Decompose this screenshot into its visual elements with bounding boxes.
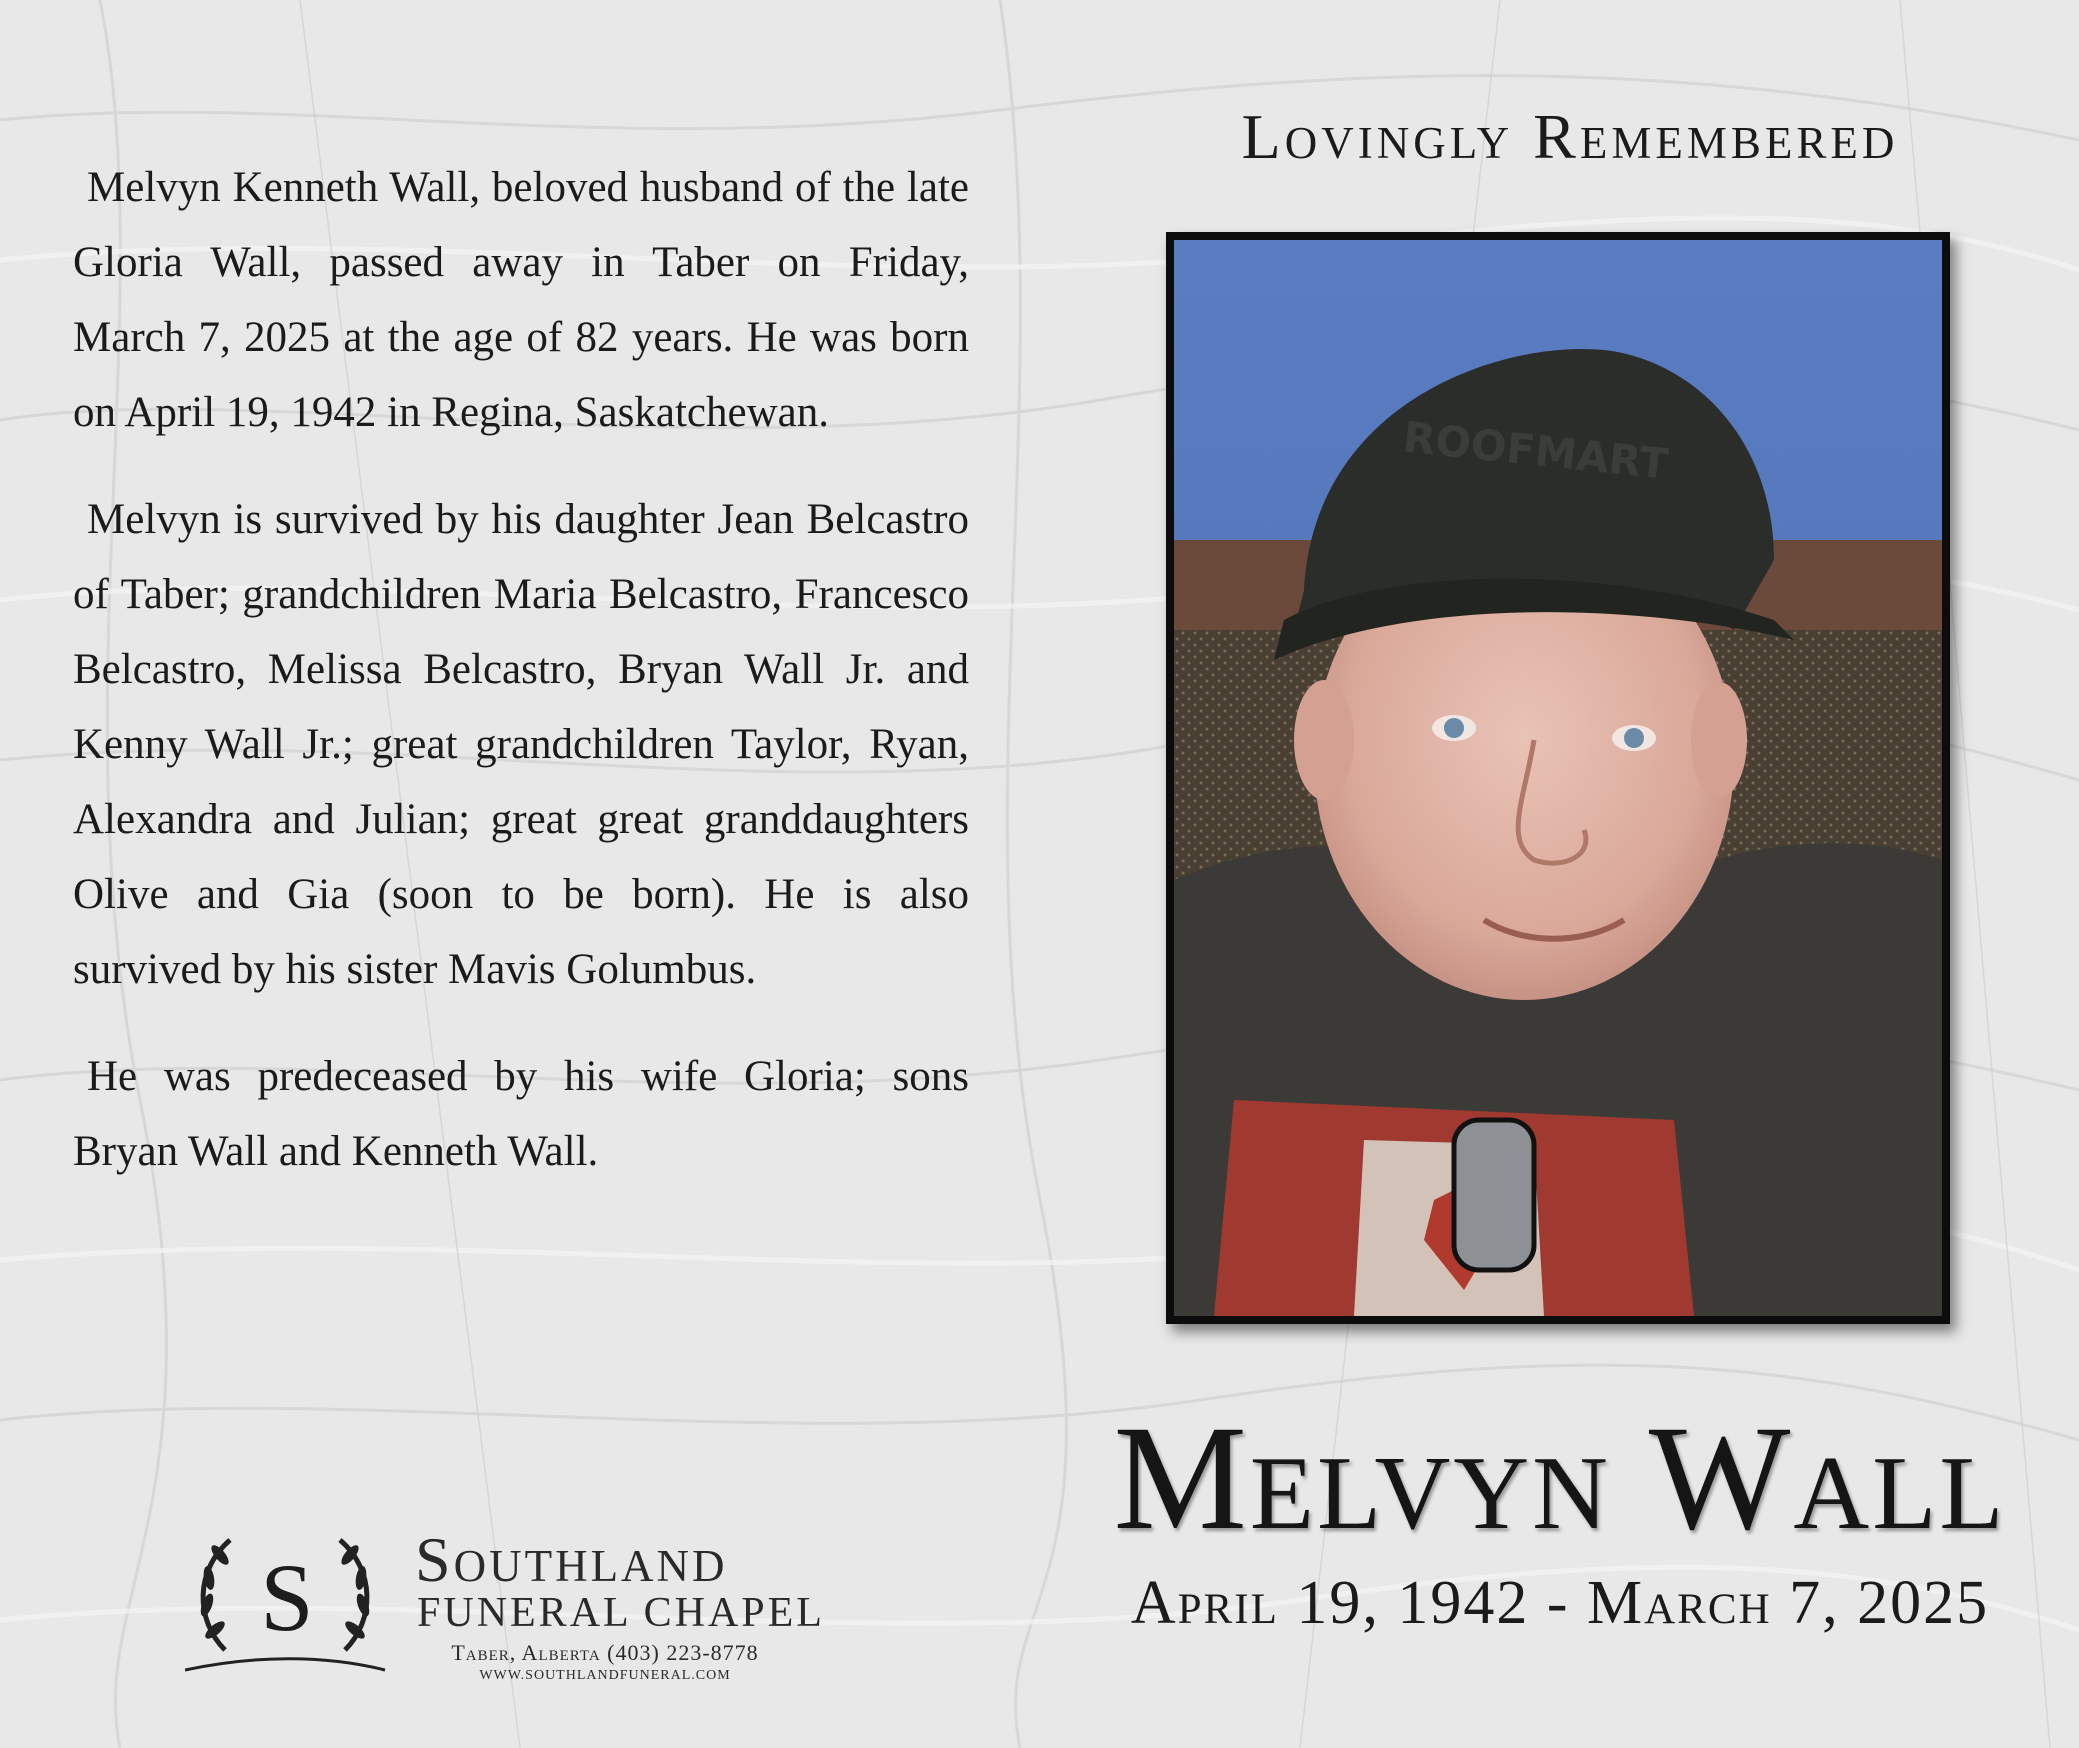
obituary-paragraph: Melvyn Kenneth Wall, beloved husband of the late Gloria Wall, passed away in Taber on Friday, March 7, 2025 at the age of 82 years. He was born on April 19, 1942 in Regina, Saskatchewan. (73, 164, 969, 436)
funeral-home-name: Southland (415, 1524, 728, 1595)
laurel-emblem-icon (185, 1520, 395, 1680)
obituary-paragraph: He was predeceased by his wife Gloria; sons Bryan Wall and Kenneth Wall. (73, 1053, 969, 1175)
obituary-paragraph: Melvyn is survived by his daughter Jean Belcastro of Taber; grandchildren Maria Belcastro, Francesco Belcastro, Melissa Belcastro, Bryan Wall Jr. and Kenny Wall Jr.; great grandchildren Taylor, Ryan, Alexandra and Julian; great great granddaughters Olive and Gia (soon to be born). He is also survived by his sister Mavis Golumbus. (73, 496, 969, 993)
obituary-text (73, 150, 969, 1221)
funeral-home-logo (185, 1520, 845, 1700)
portrait-photo (1174, 240, 1942, 1316)
funeral-home-subtitle: FUNERAL CHAPEL (417, 1590, 825, 1636)
life-dates: April 19, 1942 - March 7, 2025 (1130, 1569, 1990, 1637)
portrait-frame (1166, 232, 1950, 1324)
cap-logo: ROOFMART (1400, 412, 1671, 489)
logo-letter: S (260, 1544, 314, 1651)
deceased-name: Melvyn Wall (1113, 1395, 2007, 1561)
funeral-home-address: Taber, Alberta (403) 223-8778 (451, 1640, 759, 1665)
page-title: Lovingly Remembered (1241, 101, 1899, 172)
funeral-home-website: WWW.SOUTHLANDFUNERAL.COM (479, 1668, 731, 1683)
